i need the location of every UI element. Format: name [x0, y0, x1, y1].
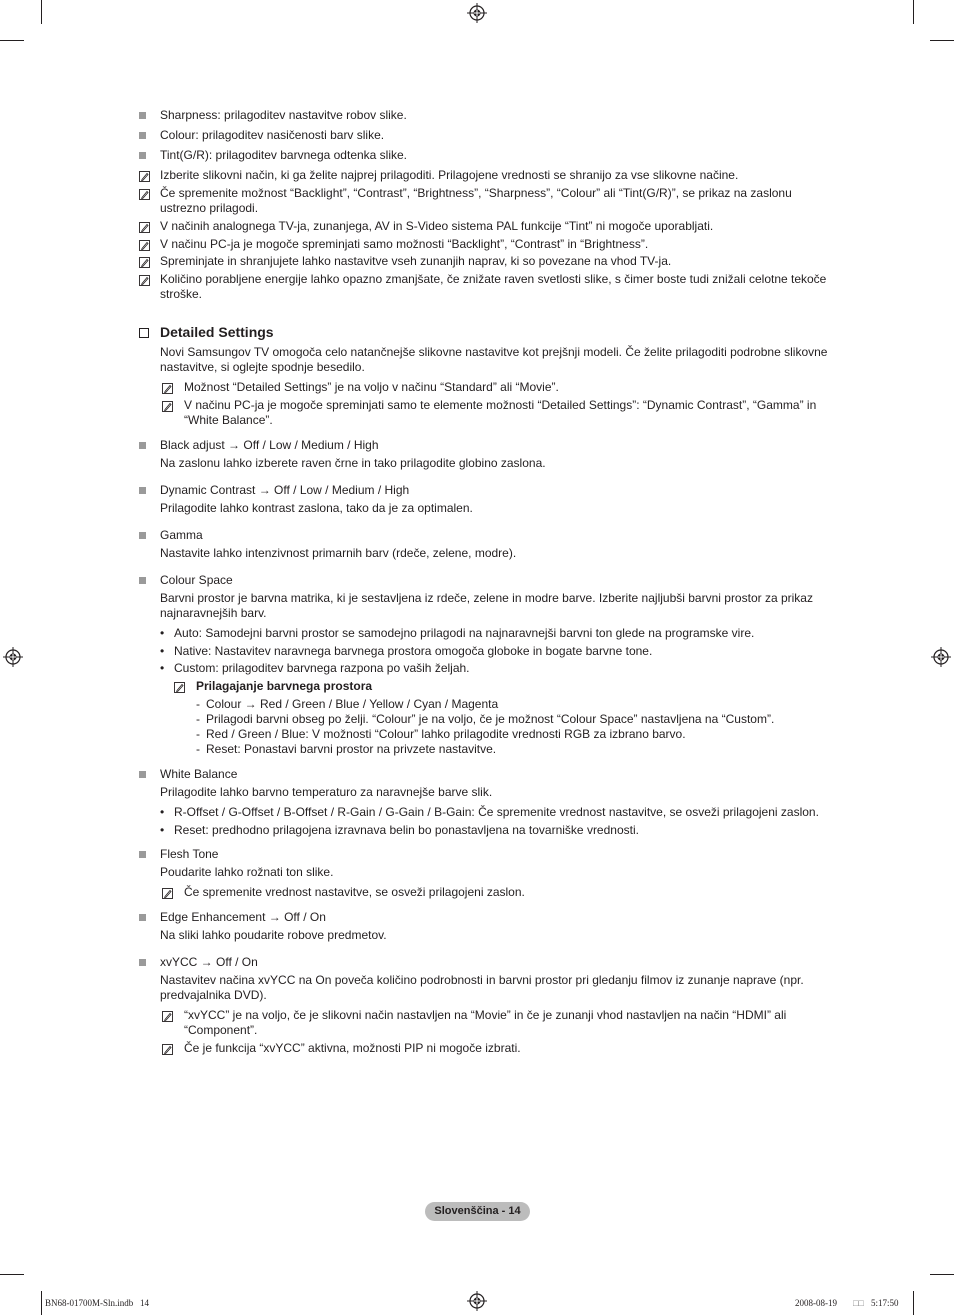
- item-title: Dynamic Contrast → Off / Low / Medium / High: [160, 483, 410, 497]
- crop-mark: [930, 40, 954, 41]
- note-icon: [139, 222, 150, 233]
- square-bullet-icon: [139, 112, 146, 119]
- crop-mark: [0, 40, 24, 41]
- dash-bullet: -: [196, 697, 200, 711]
- section-checkbox-icon: [139, 328, 149, 338]
- note-icon: [139, 189, 150, 200]
- square-bullet-icon: [139, 914, 146, 921]
- note-text: Količino porabljene energije lahko opazno zmanjšate, če znižate raven svetlosti slike, s čimer boste tudi znižali celotne tekoče: [160, 272, 827, 286]
- item-desc: Prilagodite lahko kontrast zaslona, tako da je za optimalen.: [160, 501, 473, 515]
- subnote-title: Prilagajanje barvnega prostora: [196, 679, 373, 693]
- option-text: Auto: Samodejni barvni prostor se samodejno prilagodi na najnaravnejši barvni ton glede na programske vire.: [174, 626, 755, 640]
- item-title: Gamma: [160, 528, 203, 542]
- registration-mark-icon: [467, 3, 487, 23]
- registration-mark-icon: [3, 647, 23, 667]
- option-text: Native: Nastavitev naravnega barvnega prostora omogoča globoke in bogate barvne tone.: [174, 644, 653, 658]
- item-title: xvYCC → Off / On: [160, 955, 258, 969]
- item-desc: Na sliki lahko poudarite robove predmetov.: [160, 928, 387, 942]
- note-text: Izberite slikovni način, ki ga želite najprej prilagoditi. Prilagojene vrednosti se shranijo za vse slikovne načine.: [160, 168, 739, 182]
- sub-item-text: Colour → Red / Green / Blue / Yellow / Cyan / Magenta: [206, 697, 499, 711]
- square-bullet-icon: [139, 771, 146, 778]
- crop-mark: [930, 1274, 954, 1275]
- item-title: Edge Enhancement → Off / On: [160, 910, 326, 924]
- item-desc: Poudarite lahko rožnati ton slike.: [160, 865, 334, 879]
- item-desc: Nastavitev načina xvYCC na On poveča količino podrobnosti in barvni prostor pri gledanju filmov iz zunanje naprave (npr.: [160, 973, 804, 987]
- section-title: Detailed Settings: [160, 324, 274, 340]
- note-text: Možnost “Detailed Settings” je na voljo v načinu “Standard” ali “Movie”.: [184, 380, 559, 394]
- sub-item-text: Reset: Ponastavi barvni prostor na privzete nastavitve.: [206, 742, 497, 756]
- option-text: R-Offset / G-Offset / B-Offset / R-Gain / G-Gain / B-Gain: Če spremenite vrednost nastavitve, se osveži prilagojeni zaslon.: [174, 805, 819, 819]
- footer-filename: BN68-01700M-Sln.indb 14: [45, 1298, 150, 1308]
- item-title: Colour Space: [160, 573, 233, 587]
- item-desc: Prilagodite lahko barvno temperaturo za naravnejše barve slik.: [160, 785, 493, 799]
- note-text: V načinih analognega TV-ja, zunanjega, AV in S-Video sistema PAL funkcije “Tint” ni mogoče uporabljati.: [160, 219, 714, 233]
- bullet-dot: •: [160, 644, 165, 658]
- square-bullet-icon: [139, 851, 146, 858]
- square-bullet-icon: [139, 487, 146, 494]
- note-icon: [162, 401, 173, 412]
- note-icon: [174, 682, 185, 693]
- footer-date: 2008-08-19: [795, 1298, 837, 1308]
- item-desc: najnaravnejših barv.: [160, 606, 267, 620]
- section-intro: nastavitve, si oglejte spodnje besedilo.: [160, 360, 365, 374]
- note-icon: [162, 383, 173, 394]
- note-text: “Component”.: [184, 1023, 258, 1037]
- note-text: Če spremenite možnost “Backlight”, “Contrast”, “Brightness”, “Sharpness”, “Colour” ali “Tint(G/R)”, se prikaz na zaslonu: [160, 186, 792, 200]
- item-title: Flesh Tone: [160, 847, 219, 861]
- crop-mark: [913, 0, 914, 24]
- crop-mark: [0, 1274, 24, 1275]
- square-bullet-icon: [139, 532, 146, 539]
- square-bullet-icon: [139, 959, 146, 966]
- note-text: “xvYCC” je na voljo, če je slikovni način nastavljen na “Movie” in če je zunanji vhod nastavljen na način “HDMI” ali: [184, 1008, 787, 1022]
- crop-mark: [41, 1291, 42, 1315]
- note-text: V načinu PC-ja je mogoče spreminjati samo možnosti “Backlight”, “Contrast” in “Brightness”.: [160, 237, 649, 251]
- section-intro: Novi Samsungov TV omogoča celo natančnejše slikovne nastavitve kot prejšnji modeli. Če želite prilagoditi podrobne slikovne: [160, 345, 828, 359]
- crop-mark: [41, 0, 42, 24]
- item-title: White Balance: [160, 767, 238, 781]
- square-bullet-icon: [139, 152, 146, 159]
- note-icon: [139, 171, 150, 182]
- note-text: ustrezno prilagodi.: [160, 201, 259, 215]
- note-icon: [162, 1011, 173, 1022]
- square-bullet-icon: [139, 442, 146, 449]
- bullet-dot: •: [160, 805, 165, 819]
- square-bullet-icon: [139, 577, 146, 584]
- dash-bullet: -: [196, 742, 200, 756]
- note-text: “White Balance”.: [184, 413, 273, 427]
- note-text: stroške.: [160, 287, 203, 301]
- bullet-dot: •: [160, 626, 165, 640]
- note-icon: [139, 257, 150, 268]
- item-desc: Nastavite lahko intenzivnost primarnih barv (rdeče, zelene, modre).: [160, 546, 517, 560]
- sub-item-text: Prilagodi barvni obseg po želji. “Colour” je na voljo, če je možnost “Colour Space” nastavljena na “Custom”.: [206, 712, 775, 726]
- note-icon: [139, 240, 150, 251]
- note-icon: [139, 275, 150, 286]
- footer-boxes: □□: [853, 1298, 864, 1308]
- registration-mark-icon: [467, 1291, 487, 1311]
- page-number-label: Slovenščina - 14: [425, 1202, 530, 1221]
- item-title: Black adjust → Off / Low / Medium / High: [160, 438, 379, 452]
- setting-bullet: Colour: prilagoditev nasičenosti barv slike.: [160, 128, 385, 142]
- dash-bullet: -: [196, 712, 200, 726]
- option-text: Reset: predhodno prilagojena izravnava belin bo ponastavljena na tovarniške vrednosti.: [174, 823, 639, 837]
- option-text: Custom: prilagoditev barvnega razpona po vaših željah.: [174, 661, 470, 675]
- dash-bullet: -: [196, 727, 200, 741]
- note-icon: [162, 888, 173, 899]
- sub-item-text: Red / Green / Blue: V možnosti “Colour” lahko prilagodite vrednosti RGB za izbrano barvo.: [206, 727, 686, 741]
- crop-mark: [913, 1291, 914, 1315]
- footer-time: 5:17:50: [871, 1298, 899, 1308]
- bullet-dot: •: [160, 823, 165, 837]
- note-icon: [162, 1044, 173, 1055]
- item-desc: Na zaslonu lahko izberete raven črne in tako prilagodite globino zaslona.: [160, 456, 546, 470]
- note-text: Spreminjate in shranjujete lahko nastavitve vseh zunanjih naprav, ki so povezane na vhod TV-ja.: [160, 254, 672, 268]
- note-text: V načinu PC-ja je mogoče spreminjati samo te elemente možnosti “Detailed Settings”: “Dynamic Contrast”, “Gamma” in: [184, 398, 817, 412]
- item-desc: Barvni prostor je barvna matrika, ki je sestavljena iz rdeče, zelene in modre barve. Izberite najljubši barvni prostor za prikaz: [160, 591, 813, 605]
- setting-bullet: Sharpness: prilagoditev nastavitve robov slike.: [160, 108, 407, 122]
- note-text: Če je funkcija “xvYCC” aktivna, možnosti PIP ni mogoče izbrati.: [184, 1041, 521, 1055]
- bullet-dot: •: [160, 661, 165, 675]
- setting-bullet: Tint(G/R): prilagoditev barvnega odtenka slike.: [160, 148, 408, 162]
- square-bullet-icon: [139, 132, 146, 139]
- registration-mark-icon: [931, 647, 951, 667]
- item-desc: predvajalnika DVD).: [160, 988, 267, 1002]
- note-text: Če spremenite vrednost nastavitve, se osveži prilagojeni zaslon.: [184, 885, 525, 899]
